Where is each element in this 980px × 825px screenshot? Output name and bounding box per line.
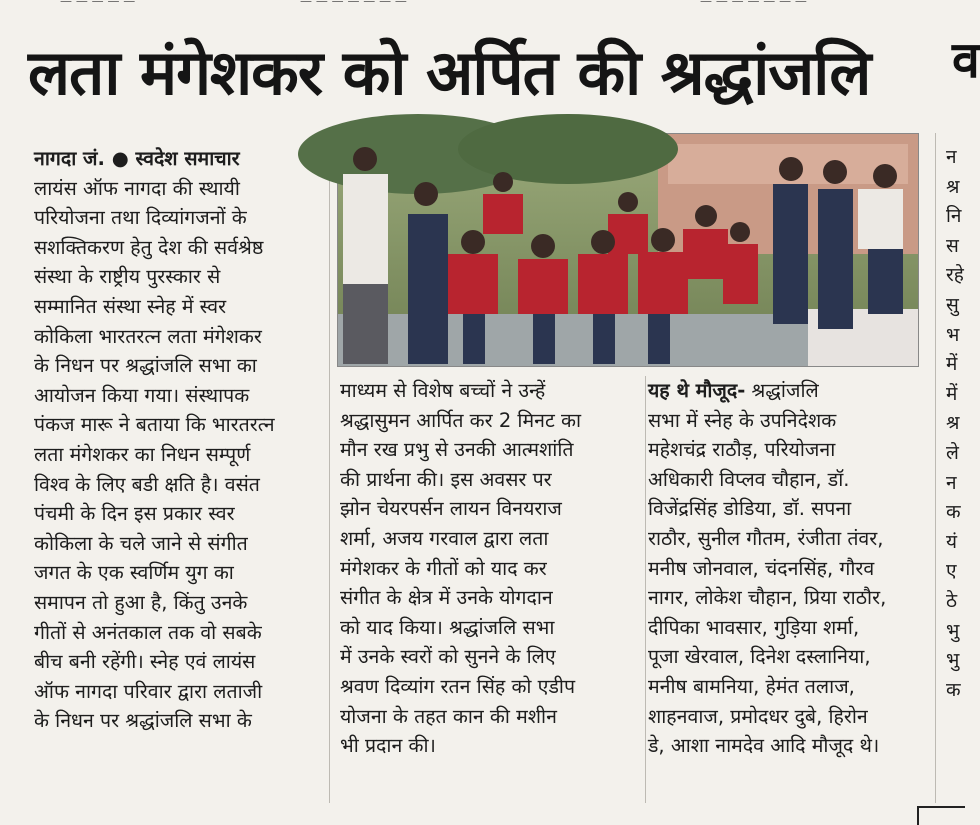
cropped-text-line: भु	[946, 649, 960, 672]
body-text-line: महेशचंद्र राठौड़, परियोजना	[648, 438, 836, 462]
body-text-line: के निधन पर श्रद्धांजलि सभा का	[34, 354, 257, 378]
body-text-line: मौन रख प्रभु से उनकी आत्मशांति	[340, 438, 574, 462]
cropped-text-line: ए	[946, 560, 957, 583]
cropped-text-line: न	[946, 471, 957, 494]
body-text-line: कोकिला के चले जाने से संगीत	[34, 531, 248, 555]
body-text-line: परियोजना तथा दिव्यांगजनों के	[34, 206, 247, 230]
cropped-text-line: सु	[946, 293, 959, 316]
article-column-1	[34, 144, 324, 736]
adjacent-article-cropped	[946, 143, 964, 705]
top-strip-cropped-text	[0, 0, 965, 10]
cropped-text-line: क	[946, 678, 961, 701]
body-text-line: आयोजन किया गया। संस्थापक	[34, 383, 250, 407]
body-text-line: कोकिला भारतरत्न लता मंगेशकर	[34, 324, 262, 348]
body-text-line: अधिकारी विप्लव चौहान, डॉ.	[648, 467, 850, 491]
attendees-subhead: यह थे मौजूद-	[648, 379, 746, 402]
body-text-line: लता मंगेशकर का निधन सम्पूर्ण	[34, 442, 251, 466]
cropped-text-line: नि	[946, 205, 962, 228]
column-1-body	[34, 174, 324, 736]
column-2-body	[340, 376, 640, 761]
column-divider	[329, 133, 330, 803]
body-text-line: में उनके स्वरों को सुनने के लिए	[340, 645, 556, 669]
cropped-text-line: स	[946, 234, 959, 257]
adjacent-box-border	[917, 806, 965, 825]
body-text-line: दीपिका भावसार, गुड़िया शर्मा,	[648, 615, 860, 639]
body-text-line: पंचमी के दिन इस प्रकार स्वर	[34, 502, 235, 526]
attendees-lead-line	[648, 376, 916, 406]
body-text-line: के निधन पर श्रद्धांजलि सभा के	[34, 709, 252, 733]
column-divider	[645, 376, 646, 803]
adjacent-headline-fragment: व	[952, 31, 980, 89]
top-fragment: — — — — — — —	[300, 0, 407, 8]
body-text-line: संस्था के राष्ट्रीय पुरस्कार से	[34, 265, 221, 289]
cropped-text-line: भ	[946, 323, 960, 346]
body-text-line: श्रद्धासुमन आर्पित कर 2 मिनट का	[340, 408, 582, 432]
article-column-3	[648, 376, 916, 761]
cropped-text-line: न	[946, 146, 957, 168]
top-fragment: — — — — — — —	[700, 0, 807, 8]
cropped-text-line: ले	[946, 441, 959, 464]
body-text-line: संगीत के क्षेत्र में उनके योगदान	[340, 586, 553, 610]
top-fragment: — — — — —	[60, 0, 136, 8]
cropped-text-line: में	[946, 382, 958, 405]
headline: लता मंगेशकर को अर्पित की श्रद्धांजलि	[28, 36, 871, 109]
article-column-2	[340, 376, 640, 761]
body-text-line: योजना के तहत कान की मशीन	[340, 704, 557, 728]
body-text-line: राठौर, सुनील गौतम, रंजीता तंवर,	[648, 526, 884, 550]
attendees-first-line: श्रद्धांजलि	[745, 379, 819, 402]
body-text-line: विजेंद्रसिंह डोडिया, डॉ. सपना	[648, 497, 852, 521]
cropped-text-line: यं	[946, 530, 958, 553]
body-text-line: लायंस ऑफ नागदा की स्थायी	[34, 176, 240, 200]
body-text-line: विश्व के लिए बडी क्षति है। वसंत	[34, 472, 260, 496]
cropped-text-line: में	[946, 353, 958, 376]
body-text-line: मनीष बामनिया, हेमंत तलाज,	[648, 674, 855, 698]
body-text-line: को याद किया। श्रद्धांजलि सभा	[340, 615, 555, 639]
body-text-line: जगत के एक स्वर्णिम युग का	[34, 561, 234, 585]
event-photo	[337, 133, 919, 367]
body-text-line: शाहनवाज, प्रमोदधर दुबे, हिरोन	[648, 704, 868, 728]
cropped-text-line: श्र	[946, 175, 960, 198]
body-text-line: झोन चेयरपर्सन लायन विनयराज	[340, 497, 562, 521]
body-text-line: पूजा खेरवाल, दिनेश दस्लानिया,	[648, 645, 871, 669]
body-text-line: भी प्रदान की।	[340, 734, 436, 758]
body-text-line: मनीष जोनवाल, चंदनसिंह, गौरव	[648, 556, 875, 580]
cropped-text-line: क	[946, 501, 961, 524]
body-text-line: शर्मा, अजय गरवाल द्वारा लता	[340, 526, 549, 550]
body-text-line: श्रवण दिव्यांग रतन सिंह को एडीप	[340, 674, 576, 698]
body-text-line: गीतों से अनंतकाल तक वो सबके	[34, 620, 262, 644]
cropped-text-line: भु	[946, 619, 960, 642]
body-text-line: मंगेशकर के गीतों को याद कर	[340, 556, 547, 580]
body-text-line: की प्रार्थना की। इस अवसर पर	[340, 467, 552, 491]
cropped-text-line: ठे	[946, 589, 958, 612]
body-text-line: सभा में स्नेह के उपनिदेशक	[648, 408, 837, 432]
dateline: नागदा जं. ● स्वदेश समाचार	[34, 147, 240, 170]
column-divider	[935, 133, 936, 803]
cropped-text-line: श्र	[946, 412, 960, 435]
body-text-line: समापन तो हुआ है, किंतु उनके	[34, 590, 248, 614]
column-3-body	[648, 406, 916, 761]
body-text-line: ऑफ नागदा परिवार द्वारा लताजी	[34, 679, 263, 703]
body-text-line: बीच बनी रहेंगी। स्नेह एवं लायंस	[34, 650, 256, 674]
body-text-line: नागर, लोकेश चौहान, प्रिया राठौर,	[648, 586, 887, 610]
body-text-line: सम्मानित संस्था स्नेह में स्वर	[34, 294, 227, 318]
body-text-line: डे, आशा नामदेव आदि मौजूद थे।	[648, 734, 880, 758]
cropped-text-line: रहे	[946, 264, 964, 287]
body-text-line: सशक्तिकरण हेतु देश की सर्वश्रेष्ठ	[34, 235, 264, 259]
body-text-line: पंकज मारू ने बताया कि भारतरत्न	[34, 413, 275, 437]
body-text-line: माध्यम से विशेष बच्चों ने उन्हें	[340, 379, 546, 402]
